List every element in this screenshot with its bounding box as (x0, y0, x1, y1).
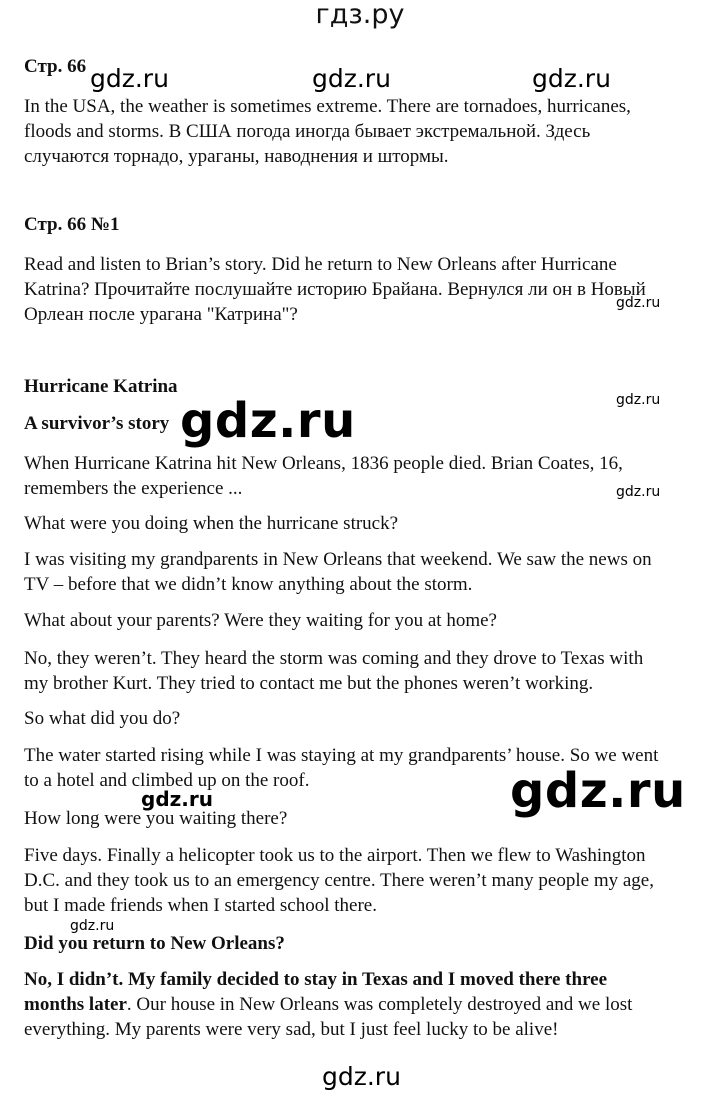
watermark: gdz.ru (90, 64, 169, 93)
watermark: gdz.ru (616, 484, 661, 500)
answer-4-line: Five days. Finally a helicopter took us to the airport. Then we flew to Washington (24, 845, 646, 866)
page-heading-1: Стр. 66 (24, 56, 87, 77)
answer-3-line: The water started rising while I was staying at my grandparents’ house. So we went (24, 745, 659, 766)
watermark: gdz.ru (510, 763, 686, 819)
answer-4-line: but I made friends when I started school there. (24, 895, 377, 916)
paragraph-line: In the USA, the weather is sometimes extreme. There are tornadoes, hurricanes, (24, 96, 631, 117)
question-1: What were you doing when the hurricane struck? (24, 513, 399, 534)
paragraph-line: Read and listen to Brian’s story. Did he return to New Orleans after Hurricane (24, 254, 617, 275)
question-4: How long were you waiting there? (24, 808, 288, 829)
answer-5-bold-fragment: months later (24, 994, 127, 1015)
watermark: gdz.ru (616, 295, 661, 311)
watermark: gdz.ru (312, 64, 391, 93)
paragraph-line: Katrina? Прочитайте послушайте историю Брайана. Вернулся ли он в Новый (24, 279, 646, 300)
answer-2-line: No, they weren’t. They heard the storm was coming and they drove to Texas with (24, 648, 644, 669)
answer-1-line: I was visiting my grandparents in New Orleans that weekend. We saw the news on (24, 549, 652, 570)
question-2: What about your parents? Were they waiting for you at home? (24, 610, 497, 631)
story-title: Hurricane Katrina (24, 376, 178, 397)
watermark: gdz.ru (141, 787, 213, 811)
answer-2-line: my brother Kurt. They tried to contact me but the phones weren’t working. (24, 673, 594, 694)
question-5: Did you return to New Orleans? (24, 933, 285, 954)
watermark: gdz.ru (616, 392, 661, 408)
answer-5-line (24, 992, 632, 1017)
paragraph-line: floods and storms. В США погода иногда бывает экстремальной. Здесь (24, 121, 591, 142)
watermark: gdz.ru (70, 918, 115, 934)
answer-5-rest: . Our house in New Orleans was completely destroyed and we lost (126, 994, 633, 1015)
site-header-title: гдз.ру (315, 0, 405, 30)
answer-3-line: to a hotel and climbed up on the roof. (24, 770, 310, 791)
watermark: gdz.ru (532, 64, 611, 93)
answer-5-bold-line: No, I didn’t. My family decided to stay in Texas and I moved there three (24, 969, 608, 990)
paragraph-line: случаются торнадо, ураганы, наводнения и штормы. (24, 146, 449, 167)
intro-line: When Hurricane Katrina hit New Orleans, 1836 people died. Brian Coates, 16, (24, 453, 623, 474)
watermark: gdz.ru (180, 393, 356, 449)
answer-4-line: D.C. and they took us to an emergency centre. There weren’t many people my age, (24, 870, 654, 891)
question-3: So what did you do? (24, 708, 181, 729)
paragraph-line: Орлеан после урагана "Катрина"? (24, 304, 298, 325)
page-heading-2: Стр. 66 №1 (24, 214, 120, 235)
story-subtitle: A survivor’s story (24, 413, 170, 434)
intro-line: remembers the experience ... (24, 478, 243, 499)
watermark: gdz.ru (322, 1062, 401, 1091)
answer-1-line: TV – before that we didn’t know anything about the storm. (24, 574, 473, 595)
answer-5-line: everything. My parents were very sad, but I just feel lucky to be alive! (24, 1019, 559, 1040)
